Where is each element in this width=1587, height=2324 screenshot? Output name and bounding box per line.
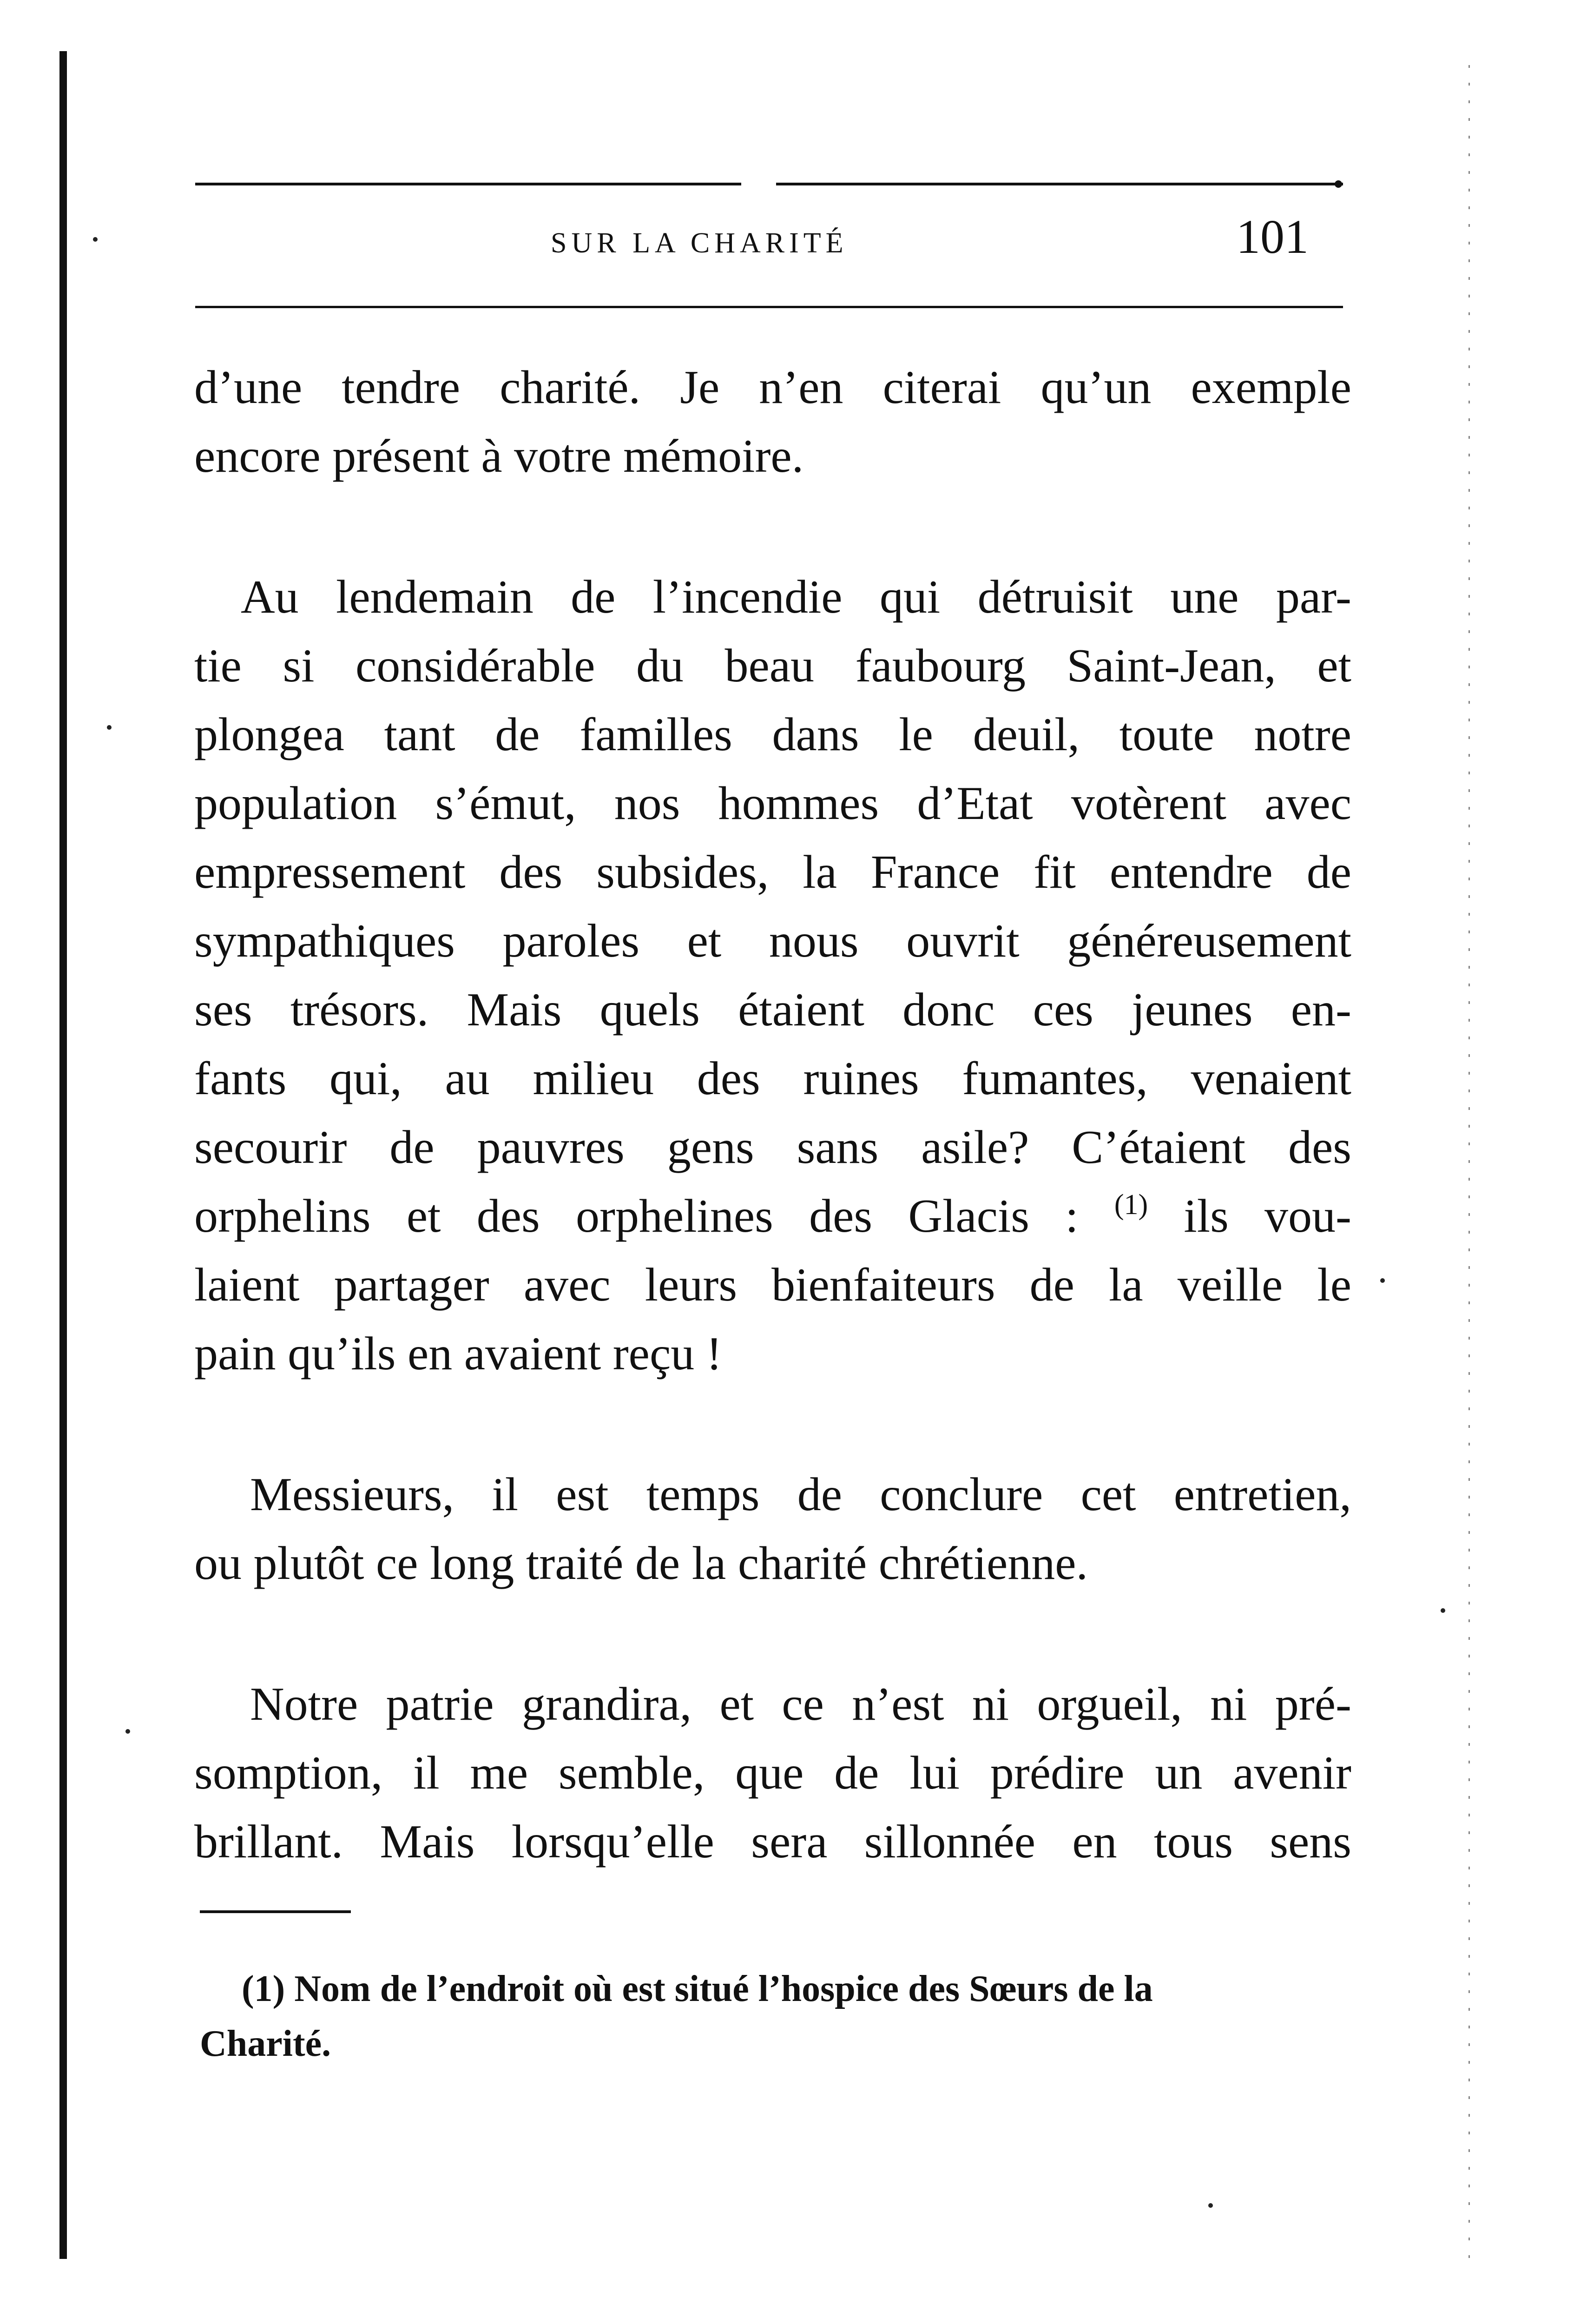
text-line: empressement des subsides, la France fit entendre de xyxy=(194,846,1351,898)
binding-edge xyxy=(59,51,67,2259)
scan-speck xyxy=(125,1729,130,1734)
text-line: secourir de pauvres gens sans asile? C’étaient des xyxy=(194,1121,1351,1174)
body-text xyxy=(194,353,1351,1948)
footnote-line: Charité. xyxy=(200,2023,331,2064)
header-rule-top-right xyxy=(776,183,1343,185)
text-line: brillant. Mais lorsqu’elle sera sillonnée en tous sens xyxy=(194,1816,1351,1868)
text-line: Au lendemain de l’incendie qui détruisit une par- xyxy=(241,571,1351,623)
running-title: SUR LA CHARITÉ xyxy=(551,227,848,259)
paragraph-1 xyxy=(194,353,1351,491)
text-line: somption, il me semble, que de lui prédire un avenir xyxy=(194,1747,1351,1799)
scan-speck xyxy=(1208,2203,1213,2208)
page-number: 101 xyxy=(1236,210,1309,264)
text-line: laient partager avec leurs bienfaiteurs de la veille le xyxy=(194,1259,1351,1311)
page-edge-speckle xyxy=(1468,65,1470,2259)
text-line: fants qui, au milieu des ruines fumantes, venaient xyxy=(194,1052,1351,1105)
footnote-line: (1) Nom de l’endroit où est situé l’hospice des Sœurs de la xyxy=(242,1968,1153,2009)
footnote-marker: (1) xyxy=(1114,1189,1148,1221)
text-line: Notre patrie grandira, et ce n’est ni orgueil, ni pré- xyxy=(250,1678,1351,1730)
text-line: tie si considérable du beau faubourg Saint-Jean, et xyxy=(194,640,1351,692)
text-line: sympathiques paroles et nous ouvrit généreusement xyxy=(194,915,1351,967)
text-line: plongea tant de familles dans le deuil, toute notre xyxy=(194,708,1351,761)
text-line: encore présent à votre mémoire. xyxy=(194,430,804,482)
header-rule-dot xyxy=(1335,180,1342,188)
header-rule-bottom xyxy=(195,306,1343,308)
header-rule-top-left xyxy=(195,183,741,185)
footnote xyxy=(200,1961,1352,2071)
text-line: ou plutôt ce long traité de la charité chrétienne. xyxy=(194,1537,1088,1590)
text-line: d’une tendre charité. Je n’en citerai qu’un exemple xyxy=(194,361,1351,414)
text-segment: ils vou- xyxy=(1184,1190,1351,1242)
text-line-with-note xyxy=(194,1182,1351,1251)
scan-speck xyxy=(93,237,98,242)
scan-speck xyxy=(1441,1608,1445,1613)
text-line: population s’émut, nos hommes d’Etat votèrent avec xyxy=(194,777,1351,830)
paragraph-4 xyxy=(194,1670,1351,1876)
text-line: pain qu’ils en avaient reçu ! xyxy=(194,1327,722,1380)
text-line: ses trésors. Mais quels étaient donc ces jeunes en- xyxy=(194,984,1351,1036)
text-segment: orphelins et des orphelines des Glacis : xyxy=(194,1190,1079,1242)
scan-speck xyxy=(107,725,112,730)
paragraph-3 xyxy=(194,1460,1351,1598)
scan-speck xyxy=(1380,1278,1385,1283)
paragraph-2 xyxy=(194,563,1351,1388)
footnote-rule xyxy=(200,1910,351,1913)
text-line: Messieurs, il est temps de conclure cet entretien, xyxy=(250,1468,1351,1521)
